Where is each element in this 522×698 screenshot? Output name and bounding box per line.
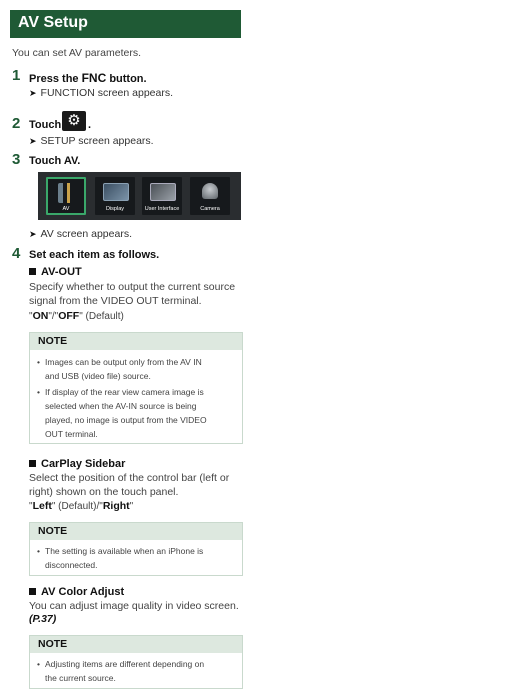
setup-menu-strip [38, 172, 241, 220]
square-bullet-icon [29, 588, 36, 595]
av-icon [58, 183, 74, 203]
carplay-option-right: Right [102, 500, 130, 512]
step-3-text [29, 155, 80, 167]
menu-tile-user-interface-label: User Interface [144, 206, 180, 212]
av-out-heading-text: AV-OUT [41, 266, 82, 278]
carplay-desc-line-1: Select the position of the control bar (left or [29, 472, 230, 484]
av-out-note-1-line-2 [30, 369, 242, 383]
step-3-pre: Touch [29, 155, 64, 167]
av-out-heading [29, 266, 82, 278]
camera-icon [202, 183, 218, 199]
step-3-number: 3 [12, 151, 21, 168]
av-color-adjust-note-box [29, 635, 243, 689]
step-4-text: Set each item as follows. [29, 249, 160, 261]
step-2-result [29, 135, 154, 147]
intro-text: You can set AV parameters. [12, 47, 141, 59]
carplay-note-line-2-text: disconnected. [45, 560, 98, 570]
av-color-adjust-heading-text: AV Color Adjust [41, 586, 125, 598]
gear-icon: ⚙ [67, 112, 81, 129]
step-1-post: button. [106, 73, 147, 85]
av-out-desc-line-1: Specify whether to output the current source [29, 281, 236, 293]
av-color-adjust-description: You can adjust image quality in video screen. [29, 600, 239, 612]
menu-tile-user-interface [142, 177, 182, 215]
step-1-result-text: FUNCTION screen appears. [40, 87, 174, 99]
av-out-description [29, 280, 249, 308]
user-interface-icon [150, 183, 176, 201]
step-2-text: Touch [29, 119, 62, 131]
av-out-note-2-line-4-text: OUT terminal. [45, 429, 98, 439]
step-3-post: . [77, 155, 81, 167]
fnc-key-label: FNC [81, 71, 107, 85]
av-out-default: " (Default) [79, 311, 124, 322]
carplay-desc-line-2: right) shown on the touch panel. [29, 486, 179, 498]
menu-tile-camera-label: Camera [200, 206, 220, 212]
av-out-separator: "/" [48, 311, 59, 322]
carplay-options [29, 500, 133, 512]
step-2-result-text: SETUP screen appears. [40, 135, 154, 147]
av-out-note-1-line-1: • Images can be output only from the AV IN [30, 355, 242, 369]
step-3-result-text: AV screen appears. [40, 228, 132, 240]
result-arrow-icon: ➤ [29, 88, 37, 98]
av-key-label: AV [63, 155, 78, 167]
av-out-option-on: ON [32, 310, 49, 322]
step-4-number: 4 [12, 245, 21, 262]
av-out-note-box [29, 332, 243, 444]
carplay-default-separator: " (Default)/" [51, 501, 103, 512]
av-color-adjust-note-line-2-text: the current source. [45, 673, 116, 683]
step-1-result [29, 87, 173, 99]
square-bullet-icon [29, 460, 36, 467]
step-3-result [29, 228, 132, 240]
av-out-note-1-line-2-text: and USB (video file) source. [45, 371, 151, 381]
result-arrow-icon: ➤ [29, 229, 37, 239]
result-arrow-icon: ➤ [29, 136, 37, 146]
carplay-quote-end: " [129, 501, 134, 512]
av-out-note-2-line-3 [30, 413, 242, 427]
carplay-note-line-1: • The setting is available when an iPhone is [30, 544, 242, 558]
carplay-note-box [29, 522, 243, 576]
av-out-note-2-line-2 [30, 399, 242, 413]
carplay-sidebar-heading-text: CarPlay Sidebar [41, 458, 126, 470]
av-out-note-2-line-4 [30, 427, 242, 441]
av-color-adjust-note-title: NOTE [30, 636, 242, 653]
step-2-suffix: . [88, 119, 92, 131]
av-out-options [29, 310, 124, 322]
menu-tile-av-label: AV [62, 206, 70, 212]
step-1-number: 1 [12, 67, 21, 84]
step-1-pre: Press the [29, 73, 82, 85]
av-color-adjust-heading [29, 586, 124, 598]
av-out-quote: " [29, 311, 33, 322]
page-title: AV Setup [18, 14, 88, 31]
menu-tile-display [95, 177, 135, 215]
menu-tile-av [46, 177, 86, 215]
display-icon [103, 183, 129, 201]
step-2-number: 2 [12, 115, 21, 132]
carplay-sidebar-heading [29, 458, 125, 470]
menu-tile-display-label: Display [105, 206, 125, 212]
av-out-note-2-line-1: • If display of the rear view camera image is [30, 385, 242, 399]
carplay-note-title: NOTE [30, 523, 242, 540]
step-1-text [29, 71, 147, 85]
carplay-description [29, 471, 249, 499]
av-color-adjust-note-line-2 [30, 671, 242, 685]
av-color-adjust-note-line-1: • Adjusting items are different depending on [30, 657, 242, 671]
av-out-note-2-line-2-text: selected when the AV-IN source is being [45, 401, 197, 411]
av-out-note-title: NOTE [30, 333, 242, 350]
square-bullet-icon [29, 268, 36, 275]
av-out-option-off: OFF [58, 310, 80, 322]
page-reference-link[interactable]: (P.37) [29, 613, 57, 625]
carplay-note-line-2 [30, 558, 242, 572]
setup-gear-button [62, 111, 86, 131]
carplay-option-left: Left [32, 500, 52, 512]
av-out-note-2-line-3-text: played, no image is output from the VIDEO [45, 415, 207, 425]
av-out-desc-line-2: signal from the VIDEO OUT terminal. [29, 295, 202, 307]
carplay-quote: " [29, 501, 33, 512]
menu-tile-camera [190, 177, 230, 215]
